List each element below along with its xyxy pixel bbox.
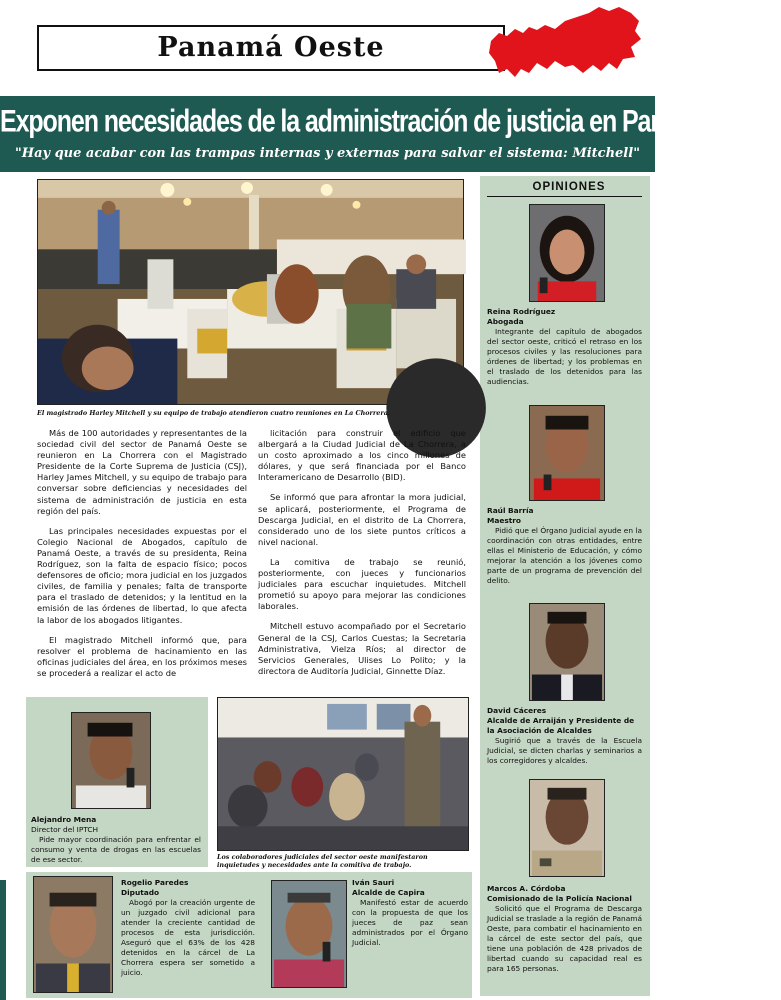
- person-quote: Abogó por la creación urgente de un juzgado civil adicional para atender la creciente cantidad de procesos de esta jurisdicción. Aseguró que el 63% de los 428 detenidos en la cárcel de La Chorrera espera ser sometido a juicio.: [121, 898, 255, 977]
- person-role: Maestro: [487, 516, 522, 525]
- opinion-ivan-sauri: [352, 878, 468, 948]
- person-name: Reina Rodríguez: [487, 307, 556, 316]
- article-paragraph: La comitiva de trabajo se reunió, posteriormente, con jueces y funcionarios judiciales para escuchar inquietudes. Mitchell prometió su apoyo para mejorar las condiciones laborales.: [258, 556, 466, 612]
- article-column-2: [258, 428, 466, 677]
- meeting-photo: [217, 697, 469, 851]
- person-quote: Solicitó que el Programa de Descarga Judicial se traslade a la región de Panamá Oeste, para combatir el hacinamiento en la cárcel de este sector del país, que tiene una población de 428 privados de libertad cuando su capacidad real es para 165 personas.: [487, 904, 642, 973]
- person-role: Alcalde de Capira: [352, 888, 425, 897]
- meeting-photo-caption: Los colaboradores judiciales del sector oeste manifestaron inquietudes y necesidades ante la comitiva de trabajo.: [217, 853, 428, 869]
- portrait-rogelio-paredes: [33, 876, 113, 993]
- article-paragraph: Más de 100 autoridades y representantes de la sociedad civil del sector de Panamá Oeste se reunieron en La Chorrera con el Magistrado Presidente de la Corte Suprema de Justicia (CSJ), Harley James Mitchell, y su equipo de trabajo para conversar sobre deficiencias y necesidades del sistema de administración de justicia en esta región del país.: [37, 428, 247, 516]
- opinions-title: OPINIONES: [532, 181, 606, 193]
- article-paragraph: Se informó que para afrontar la mora judicial, se aplicará, posteriormente, el Programa de Descarga Judicial, en el distrito de La Chorrera, considerado uno de los siete puntos críticos a nivel nacional.: [258, 492, 466, 547]
- article-subheadline: "Hay que acabar con las trampas internas y externas para salvar el sistema: Mitchell": [15, 146, 640, 161]
- person-quote: Sugirió que a través de la Escuela Judicial, se dicten charlas y seminarios a los corregidores y alcaldes.: [487, 736, 642, 765]
- portrait-raul-barria: [529, 405, 605, 501]
- portrait-reina-rodriguez: [529, 204, 605, 302]
- article-paragraph: Las principales necesidades expuestas por el Colegio Nacional de Abogados, capítulo de Panamá Oeste, a través de su presidenta, Reina Rodríguez, son la falta de espacio físico; pocos defensores de oficio; mora judicial en los juzgados civiles, de familia y penales; falta de transporte para el traslado de detenidos; y la lentitud en la emisión de las órdenes de libertad, lo que afecta la labor de los abogados litigantes.: [37, 525, 247, 625]
- person-quote: Manifestó estar de acuerdo con la propuesta de que los jueces de paz sean administrados por el Órgano Judicial.: [352, 898, 468, 947]
- opinion-david-caceres: [487, 706, 642, 766]
- opinion-raul-barria: [487, 506, 642, 586]
- article-paragraph: Mitchell estuvo acompañado por el Secretario General de la CSJ, Carlos Cuestas; la Secretaria Administrativa, Vielza Ríos; al director de Servicios Generales, Ulises Lo Polito; y la directora de Auditoría Judicial, Ginnette Díaz.: [258, 621, 466, 676]
- person-name: Raúl Barría: [487, 506, 534, 515]
- person-role: Alcalde de Arraiján y Presidente de la Asociación de Alcaldes: [487, 716, 635, 735]
- person-name: Alejandro Mena: [31, 815, 97, 824]
- headline-banner: [0, 96, 781, 172]
- person-quote: Pide mayor coordinación para enfrentar el consumo y venta de drogas en las escuelas de ese sector.: [31, 835, 201, 864]
- person-quote: Pidió que el Órgano Judicial ayude en la coordinación con otras entidades, entre ellas el Ministerio de Educación, y cómo mejorar la atención a los jóvenes como parte de un programa de prevención del delito.: [487, 526, 642, 585]
- portrait-marcos-cordoba: [529, 779, 605, 877]
- opinion-rogelio-paredes: [121, 878, 255, 978]
- person-name: Iván Sauri: [352, 878, 395, 887]
- main-photo: [37, 179, 464, 405]
- person-role: Comisionado de la Policía Nacional: [487, 894, 632, 903]
- article-column-1: [37, 428, 247, 679]
- person-role: Director del IPTCH: [31, 825, 99, 834]
- person-name: David Cáceres: [487, 706, 547, 715]
- portrait-ivan-sauri: [271, 880, 347, 988]
- portrait-alejandro-mena: [71, 712, 151, 809]
- article-paragraph: El magistrado Mitchell informó que, para resolver el problema de hacinamiento en las oficinas judiciales del área, en los próximos meses se procederá a realizar el acto de: [37, 634, 247, 678]
- page-edge-accent: [0, 880, 6, 1000]
- opinion-marcos-cordoba: [487, 884, 642, 974]
- person-role: Abogada: [487, 317, 524, 326]
- portrait-david-caceres: [529, 603, 605, 701]
- person-quote: Integrante del capítulo de abogados del sector oeste, criticó el retraso en los procesos civiles y las resoluciones para órdenes de libertad; y los problemas en el traslado de los detenidos para las audiencias.: [487, 327, 642, 386]
- section-header-box: [37, 25, 505, 71]
- article-paragraph: licitación para construir el edificio que albergará a la Ciudad Judicial de La Chorrera, a un costo aproximado a los cinco millones de dólares, y que será financiada por el Banco Interamericano de Desarrollo (BID).: [258, 428, 466, 483]
- section-title: Panamá Oeste: [157, 32, 385, 63]
- opinion-reina-rodriguez: [487, 307, 642, 387]
- article-headline: Exponen necesidades de la administración de justicia en Panamá Oeste: [0, 104, 781, 139]
- panama-map-icon: [485, 3, 645, 89]
- opinions-divider: [487, 196, 642, 197]
- person-role: Diputado: [121, 888, 160, 897]
- person-name: Marcos A. Córdoba: [487, 884, 566, 893]
- person-name: Rogelio Paredes: [121, 878, 189, 887]
- main-photo-caption: El magistrado Harley Mitchell y su equipo de trabajo atendieron cuatro reuniones en La Chorrera.: [37, 409, 391, 417]
- opinion-alejandro-mena: [31, 815, 201, 865]
